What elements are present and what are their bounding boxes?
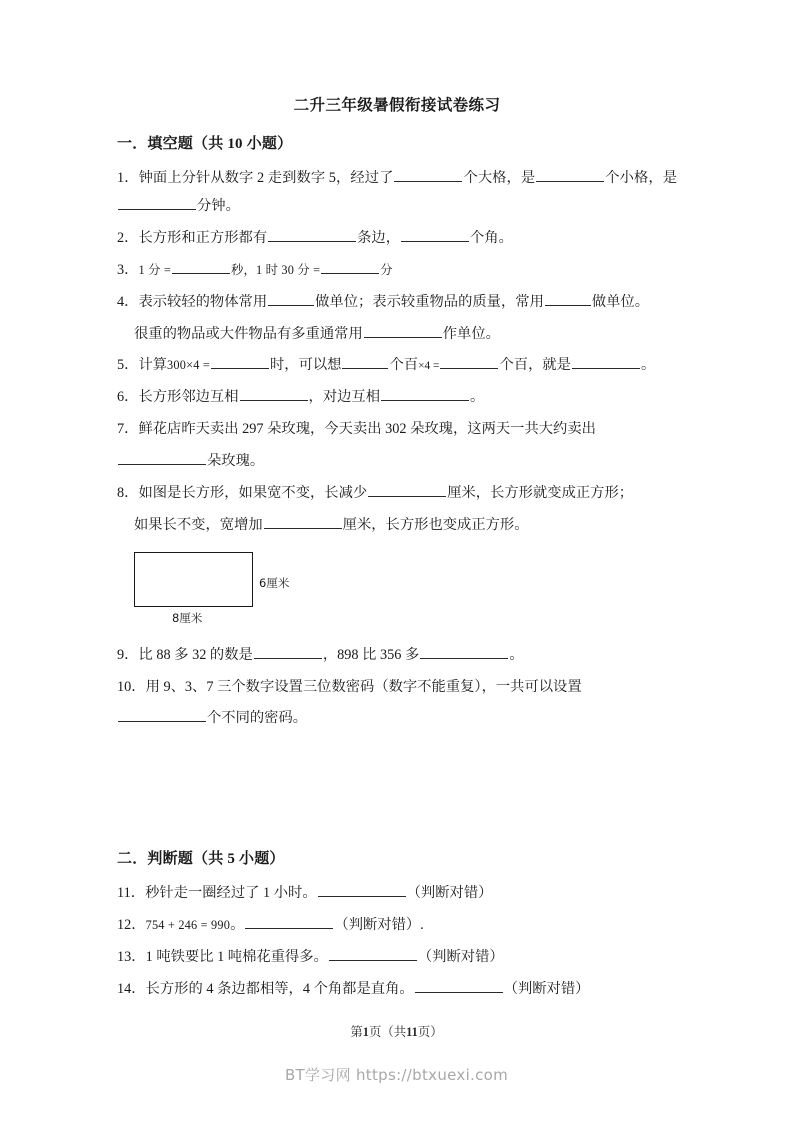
question-1 [117, 165, 677, 221]
question-number: 4． [117, 293, 139, 310]
question-4-line-2 [117, 321, 677, 349]
question-text: 。 [640, 357, 656, 374]
question-text: 用 9、3、7 三个数字设置三位数密码（数字不能重复），一共可以设置 [145, 678, 582, 695]
answer-blank[interactable] [118, 450, 206, 465]
section-heading-fill-in-blanks: 一．填空题（共 10 小题） [117, 136, 293, 153]
question-11 [117, 880, 677, 908]
answer-blank[interactable] [245, 915, 333, 930]
question-text: 分 [380, 262, 393, 277]
question-text: 很重的物品或大件物品有多重通常用 [134, 325, 363, 342]
question-text: ，898 比 356 多 [322, 646, 420, 663]
question-hint: （判断对错） [503, 980, 590, 997]
answer-blank[interactable] [264, 514, 342, 529]
answer-blank[interactable] [329, 946, 417, 961]
question-text: 个角。 [470, 229, 513, 246]
answer-blank[interactable] [415, 978, 503, 993]
answer-blank[interactable] [211, 355, 269, 370]
question-5 [117, 352, 677, 380]
question-text: 作单位。 [442, 325, 500, 342]
footer-prefix: 第 [350, 1025, 363, 1039]
section-spacer [117, 737, 677, 849]
question-text: 钟面上分针从数字 2 走到数字 5，经过了 [138, 170, 394, 187]
section-heading-true-false: 二．判断题（共 5 小题） [117, 851, 285, 868]
question-expression: ×4 = [418, 360, 440, 373]
question-number: 7． [117, 421, 139, 438]
question-10-line-2 [117, 705, 677, 733]
question-text: 个大格，是 [463, 170, 536, 187]
question-text: 。 [230, 917, 245, 934]
answer-blank[interactable] [268, 227, 356, 242]
question-text: 做单位；表示较重物品的质量，常用 [315, 293, 544, 310]
question-hint: （判断对错）. [334, 917, 424, 934]
question-text: 朵玫瑰。 [207, 453, 265, 470]
question-number: 13． [117, 949, 146, 966]
question-7-line-2 [117, 448, 677, 476]
question-text: 鲜花店昨天卖出 297 朵玫瑰，今天卖出 302 朵玫瑰，这两天一共大约卖出 [138, 421, 596, 438]
question-4 [117, 289, 677, 317]
answer-blank[interactable] [572, 355, 640, 370]
question-text: 个百，就是 [499, 357, 571, 374]
question-text: 条边， [357, 229, 401, 246]
footer-total-pages: 11 [406, 1025, 418, 1039]
answer-blank[interactable] [321, 259, 379, 274]
question-expression: 300×4 = [167, 358, 210, 373]
question-text: ，对边互相 [308, 389, 381, 406]
question-text: 长方形的 4 条边都相等，4 个角都是直角。 [145, 980, 414, 997]
answer-blank[interactable] [342, 355, 388, 370]
page-footer [0, 1022, 793, 1040]
answer-blank[interactable] [401, 227, 469, 242]
question-text: 厘米，长方形就变成正方形； [447, 484, 634, 501]
question-text: 如果长不变，宽增加 [134, 516, 263, 533]
page-title: 二升三年级暑假衔接试卷练习 [293, 97, 501, 114]
question-number: 9． [117, 646, 139, 663]
answer-blank[interactable] [268, 291, 314, 306]
question-8-line-2 [117, 512, 677, 540]
question-text: 长方形和正方形都有 [138, 229, 268, 246]
answer-blank[interactable] [545, 291, 591, 306]
question-number: 11． [117, 885, 146, 902]
answer-blank[interactable] [368, 482, 446, 497]
question-number: 14． [117, 980, 146, 997]
question-10 [117, 674, 677, 702]
question-text: 长方形邻边互相 [138, 389, 239, 406]
question-text: 个百 [389, 357, 419, 374]
question-text: 做单位。 [591, 293, 650, 310]
question-6 [117, 384, 677, 412]
question-number: 12． [117, 917, 146, 934]
site-watermark: BT学习网 https://btxuexi.com [284, 1066, 509, 1084]
question-3 [117, 257, 677, 285]
answer-blank[interactable] [420, 644, 508, 659]
question-text: 。 [470, 389, 485, 406]
question-expression: 754 + 246 = 990 [145, 918, 231, 933]
rectangle-shape [134, 552, 253, 607]
answer-blank[interactable] [381, 387, 469, 402]
answer-blank[interactable] [364, 323, 442, 338]
answer-blank[interactable] [240, 387, 308, 402]
page-content [117, 96, 677, 1008]
question-12 [117, 912, 677, 940]
question-text: 秒，1 时 30 分 = [230, 262, 321, 277]
question-number: 6． [117, 389, 139, 406]
question-number: 1． [117, 170, 139, 187]
rectangle-height-label: 6厘米 [259, 575, 290, 590]
question-text: 个小格，是 [605, 170, 677, 187]
answer-blank[interactable] [118, 708, 206, 723]
question-text: 1 分 = [138, 262, 171, 277]
question-number: 5． [117, 357, 139, 374]
answer-blank[interactable] [536, 168, 604, 183]
answer-blank[interactable] [318, 883, 406, 898]
question-14 [117, 976, 677, 1004]
question-text: 比 88 多 32 的数是 [138, 646, 253, 663]
question-number: 8． [117, 484, 139, 501]
question-text: 个不同的密码。 [207, 710, 308, 727]
question-text: 。 [509, 646, 524, 663]
question-8 [117, 480, 677, 508]
question-7 [117, 416, 677, 444]
answer-blank[interactable] [172, 259, 230, 274]
question-2 [117, 225, 677, 253]
question-text: 计算 [138, 357, 168, 374]
question-text: 如图是长方形，如果宽不变，长减少 [138, 484, 368, 501]
question-text: 1 吨铁要比 1 吨棉花重得多。 [145, 949, 328, 966]
footer-middle: 页（共 [368, 1025, 407, 1039]
question-text: 秒针走一圈经过了 1 小时。 [145, 885, 317, 902]
question-text: 厘米，长方形也变成正方形。 [342, 516, 529, 533]
footer-suffix: 页） [417, 1025, 443, 1039]
question-number: 10． [117, 678, 146, 695]
question-9 [117, 642, 677, 670]
footer-current-page: 1 [362, 1025, 369, 1039]
answer-blank[interactable] [118, 195, 196, 210]
rectangle-width-label: 8厘米 [172, 610, 203, 625]
answer-blank[interactable] [394, 168, 462, 183]
question-number: 2． [117, 229, 139, 246]
question-text: 表示较轻的物体常用 [138, 293, 268, 310]
question-hint: （判断对错） [406, 885, 493, 902]
question-hint: （判断对错） [417, 949, 504, 966]
question-text: 时，可以想 [270, 357, 342, 374]
answer-blank[interactable] [254, 644, 322, 659]
question-8-figure [117, 552, 677, 634]
question-text: 分钟。 [197, 198, 240, 215]
question-13 [117, 944, 677, 972]
question-number: 3． [117, 261, 139, 278]
answer-blank[interactable] [440, 355, 498, 370]
